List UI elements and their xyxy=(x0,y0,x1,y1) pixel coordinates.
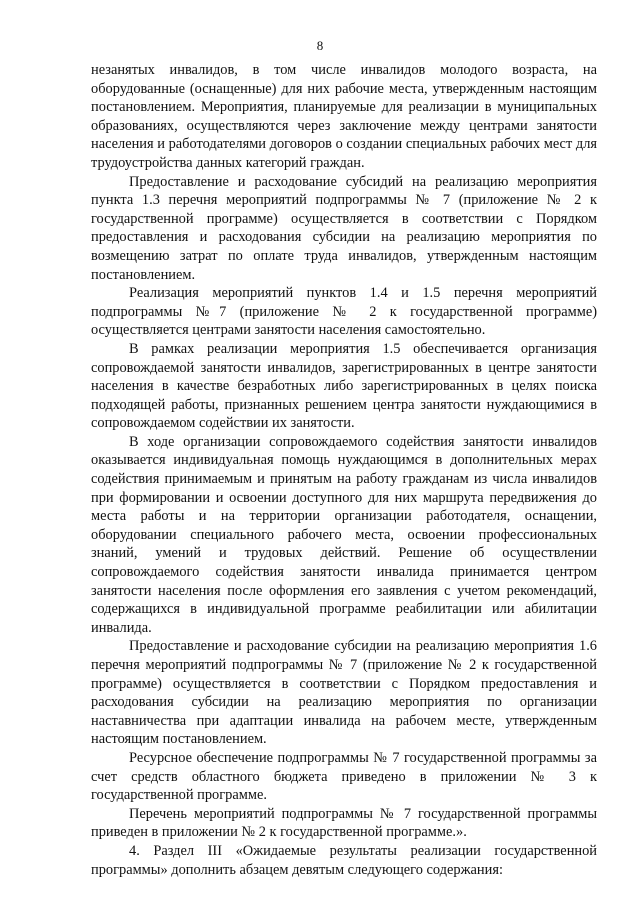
paragraph-subsidy-1-3: Предоставление и расходование субсидий на реализацию мероприятия пункта 1.3 перечня мероприятий подпрограммы № 7 (приложение № 2 к государственной программе) осуществляется в соответствии с Порядком предоставления и расходования субсидии на реализацию мероприятия по возмещению затрат по оплате труда инвалидов, утвержденным настоящим постановлением. xyxy=(91,173,597,283)
page-number: 8 xyxy=(316,38,324,53)
document-body xyxy=(91,61,597,879)
paragraph-supported-employment: В рамках реализации мероприятия 1.5 обеспечивается организация сопровождаемой занятости инвалидов, зарегистрированных в центре занятости населения в качестве безработных либо зарегистрированных в целях поиска подходящей работы, признанных решением центра занятости нуждающимися в сопровождаемом содействии их занятости. xyxy=(91,340,597,432)
paragraph-items-1-4-1-5: Реализация мероприятий пунктов 1.4 и 1.5 перечня мероприятий подпрограммы №7 (приложение № 2 к государственной программе) осуществляется центрами занятости населения самостоятельно. xyxy=(91,285,597,339)
paragraph-section-iii: 4. Раздел III «Ожидаемые результаты реализации государственной программы» дополнить абзацем девятым следующего содержания: xyxy=(91,842,597,878)
paragraph-activities-list: Перечень мероприятий подпрограммы № 7 государственной программы приведен в приложении № 2 к государственной программе.». xyxy=(91,805,597,841)
paragraph-resource-provision: Ресурсное обеспечение подпрограммы № 7 государственной программы за счет средств областного бюджета приведено в приложении № 3 к государственной программе. xyxy=(91,749,597,804)
paragraph-subsidy-1-6: Предоставление и расходование субсидии на реализацию мероприятия 1.6 перечня мероприятий подпрограммы № 7 (приложение № 2 к государственной программе) осуществляется в соответствии с Порядком предоставления и расходования субсидии на реализацию мероприятия по организации наставничества при адаптации инвалида на рабочем месте, утвержденным настоящим постановлением. xyxy=(91,638,597,748)
paragraph-individual-assistance: В ходе организации сопровождаемого содействия занятости инвалидов оказывается индивидуальная помощь нуждающимся в дополнительных мерах содействия принимаемым и принятым на работу гражданам из числа инвалидов при формировании и освоении доступного для них маршрута передвижения до места работы и на территории организации работодателя, оснащении, оборудовании специального рабочего места, освоении профессиональных знаний, умений и трудовых действий. Решение об осуществлении сопровождаемого содействия занятости инвалида принимается центром занятости населения после оформления его заявления с учетом рекомендаций, содержащихся в индивидуальной программе реабилитации или абилитации инвалида. xyxy=(91,433,597,636)
paragraph-continuation: незанятых инвалидов, в том числе инвалидов молодого возраста, на оборудованные (оснащенные) для них рабочие места, утвержденным настоящим постановлением. Мероприятия, планируемые для реализации в муниципальных образованиях, осуществляются через заключение между центрами занятости населения и работодателями договоров о создании специальных рабочих мест для трудоустройства данных категорий граждан. xyxy=(91,62,597,171)
